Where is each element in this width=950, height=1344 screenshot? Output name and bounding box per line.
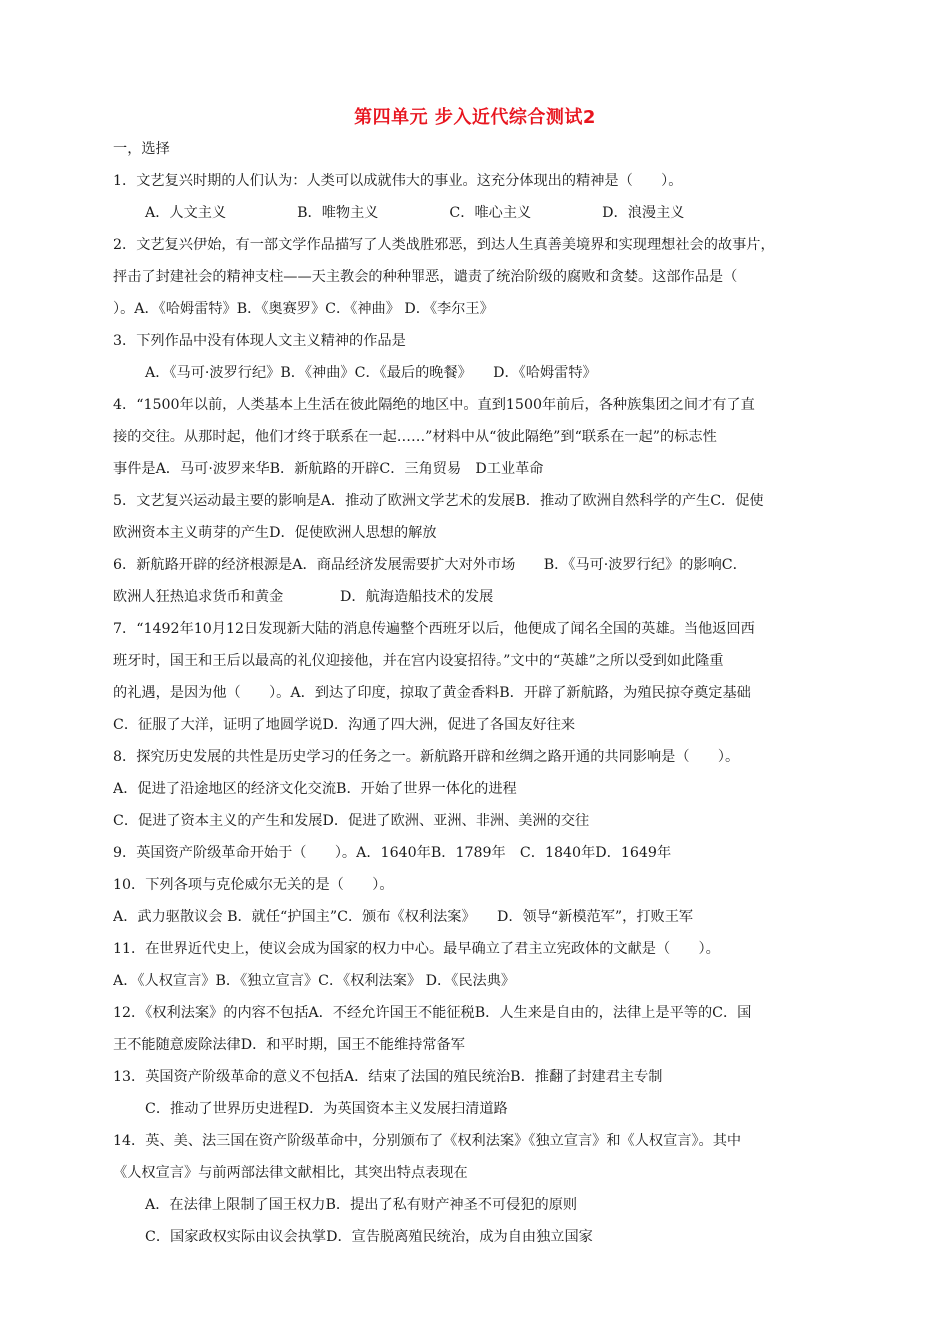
question-11-options: A．《人权宣言》B．《独立宣言》C．《权利法案》 D．《民法典》: [113, 973, 516, 989]
question-2: 2．文艺复兴伊始，有一部文学作品描写了人类战胜邪恶，到达人生真善美境界和实现理想社会的故事片，: [113, 237, 775, 253]
question-list: [113, 133, 893, 1253]
question-14-cont: 《人权宣言》与前两部法律文献相比，其突出特点表现在: [113, 1165, 468, 1181]
question-6: 6．新航路开辟的经济根源是A．商品经济发展需要扩大对外市场 B．《马可·波罗行纪》的影响C．: [113, 557, 747, 573]
question-5: 5．文艺复兴运动最主要的影响是A．推动了欧洲文学艺术的发展B．推动了欧洲自然科学的产生C．促使: [113, 493, 764, 509]
question-8-options: A．促进了沿途地区的经济文化交流B．开始了世界一体化的进程: [113, 781, 517, 797]
question-6-cont: 欧洲人狂热追求货币和黄金 D．航海造船技术的发展: [113, 589, 494, 605]
question-4: 4．“1500年以前，人类基本上生活在彼此隔绝的地区中。直到1500年前后，各种族集团之间才有了直: [113, 397, 755, 413]
question-12-cont: 王不能随意废除法律D．和平时期，国王不能维持常备军: [113, 1037, 465, 1053]
question-8-options-cont: C．促进了资本主义的产生和发展D．促进了欧洲、亚洲、非洲、美洲的交往: [113, 813, 590, 829]
question-13-options: C．推动了世界历史进程D．为英国资本主义发展扫清道路: [145, 1101, 508, 1117]
question-7-options-cont: C．征服了大洋，证明了地圆学说D．沟通了四大洲，促进了各国友好往来: [113, 717, 576, 733]
question-4-cont: 接的交往。从那时起，他们才终于联系在一起……”材料中从“彼此隔绝”到“联系在一起”的标志性: [113, 429, 717, 445]
question-7: 7．“1492年10月12日发现新大陆的消息传遍整个西班牙以后，他便成了闻名全国的英雄。当他返回西: [113, 621, 755, 637]
question-12: 12．《权利法案》的内容不包括A．不经允许国王不能征税B．人生来是自由的，法律上是平等的C．国: [113, 1005, 752, 1021]
question-2-options: ）。A．《哈姆雷特》B．《奥赛罗》C．《神曲》 D．《李尔王》: [113, 301, 494, 317]
page-title: 第四单元 步入近代综合测试2: [354, 107, 596, 128]
question-1-options: A．人文主义 B．唯物主义 C．唯心主义 D．浪漫主义: [145, 205, 685, 221]
question-11: 11．在世界近代史上，使议会成为国家的权力中心。最早确立了君主立宪政体的文献是（ ）。: [113, 941, 720, 957]
question-9: 9．英国资产阶级革命开始于（ ）。A．1640年B．1789年 C．1840年D．1649年: [113, 845, 672, 861]
question-3: 3．下列作品中没有体现人文主义精神的作品是: [113, 333, 406, 349]
question-7-options: 的礼遇，是因为他（ ）。A．到达了印度，掠取了黄金香料B．开辟了新航路，为殖民掠夺奠定基础: [113, 685, 751, 701]
question-14-options-cont: C．国家政权实际由议会执掌D．宣告脱离殖民统治，成为自由独立国家: [145, 1229, 593, 1245]
question-3-options: A．《马可·波罗行纪》B．《神曲》C．《最后的晚餐》 D．《哈姆雷特》: [145, 365, 597, 381]
question-10: 10．下列各项与克伦威尔无关的是（ ）。: [113, 877, 394, 893]
question-14: 14．英、美、法三国在资产阶级革命中，分别颁布了《权利法案》《独立宣言》和《人权宣言》。其中: [113, 1133, 742, 1149]
question-1: 1．文艺复兴时期的人们认为：人类可以成就伟大的事业。这充分体现出的精神是（ ）。: [113, 173, 683, 189]
question-14-options: A．在法律上限制了国王权力B．提出了私有财产神圣不可侵犯的原则: [145, 1197, 578, 1213]
question-7-cont: 班牙时，国王和王后以最高的礼仪迎接他，并在宫内设宴招待。”文中的“英雄”之所以受到如此隆重: [113, 653, 724, 669]
question-2-cont: 抨击了封建社会的精神支柱——天主教会的种种罪恶，谴责了统治阶级的腐败和贪婪。这部作品是（: [113, 269, 738, 285]
section-heading: 一，选择: [113, 141, 170, 157]
question-4-options: 事件是A．马可·波罗来华B．新航路的开辟C．三角贸易 D工业革命: [113, 461, 544, 477]
question-13: 13．英国资产阶级革命的意义不包括A．结束了法国的殖民统治B．推翻了封建君主专制: [113, 1069, 663, 1085]
question-8: 8．探究历史发展的共性是历史学习的任务之一。新航路开辟和丝绸之路开通的共同影响是（ ）。: [113, 749, 740, 765]
question-10-options: A．武力驱散议会 B．就任“护国主”C．颁布《权利法案》 D．领导“新模范军”，打败王军: [113, 909, 694, 925]
question-5-cont: 欧洲资本主义萌芽的产生D．促使欧洲人思想的解放: [113, 525, 437, 541]
